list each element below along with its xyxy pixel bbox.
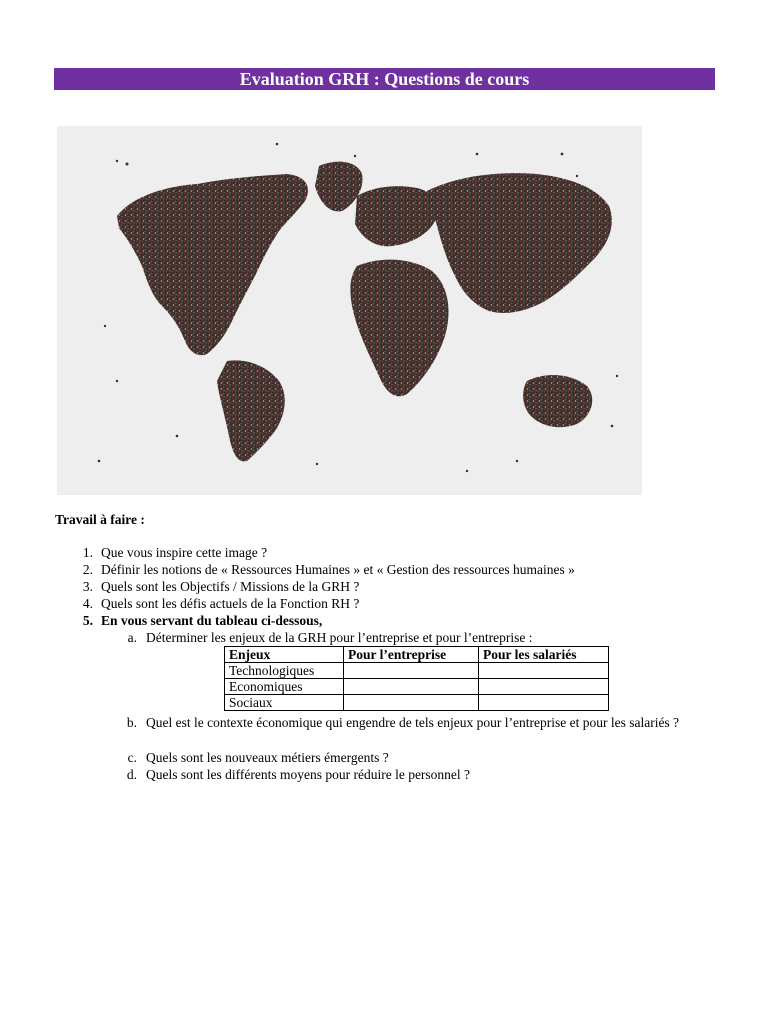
question-number: 3. (82, 579, 93, 594)
sub-question-text: Déterminer les enjeux de la GRH pour l’entreprise et pour l’entreprise : (146, 630, 533, 645)
enjeux-table (224, 646, 609, 711)
sub-question-text: Quel est le contexte économique qui engendre de tels enjeux pour l’entreprise et pour les salariés ? (146, 715, 680, 730)
table-cell (479, 679, 609, 695)
table-header: Enjeux (225, 647, 344, 663)
question-number: 4. (82, 596, 93, 611)
sub-question-text: Quels sont les différents moyens pour réduire le personnel ? (146, 767, 471, 782)
question-text: Quels sont les défis actuels de la Fonction RH ? (101, 596, 360, 611)
question-number: 2. (82, 562, 93, 577)
sub-question-text: Quels sont les nouveaux métiers émergents ? (146, 750, 389, 765)
table-cell: Sociaux (225, 695, 344, 711)
question-text: Quels sont les Objectifs / Missions de la GRH ? (101, 579, 360, 594)
table-cell (344, 663, 479, 679)
sub-question-letter: b. (126, 715, 137, 730)
table-row (225, 679, 609, 695)
table-cell: Technologiques (225, 663, 344, 679)
question-text: Que vous inspire cette image ? (101, 545, 268, 560)
sub-question-letter: a. (127, 630, 137, 645)
table-cell (344, 695, 479, 711)
question-text: En vous servant du tableau ci-dessous, (101, 613, 323, 628)
table-header: Pour les salariés (479, 647, 609, 663)
task-heading: Travail à faire : (55, 512, 145, 527)
question-number: 5. (82, 613, 93, 628)
table-cell (479, 695, 609, 711)
question-text: Définir les notions de « Ressources Humaines » et « Gestion des ressources humaines » (101, 562, 575, 577)
question-number: 1. (82, 545, 93, 560)
table-cell: Economiques (225, 679, 344, 695)
table-row (225, 663, 609, 679)
table-cell (344, 679, 479, 695)
page-title: Evaluation GRH : Questions de cours (54, 68, 715, 90)
table-cell (479, 663, 609, 679)
table-row (225, 695, 609, 711)
sub-question-letter: d. (126, 767, 137, 782)
table-header-row (225, 647, 609, 663)
sub-question-letter: c. (127, 750, 137, 765)
table-header: Pour l’entreprise (344, 647, 479, 663)
world-map-crowd-image (57, 126, 642, 495)
